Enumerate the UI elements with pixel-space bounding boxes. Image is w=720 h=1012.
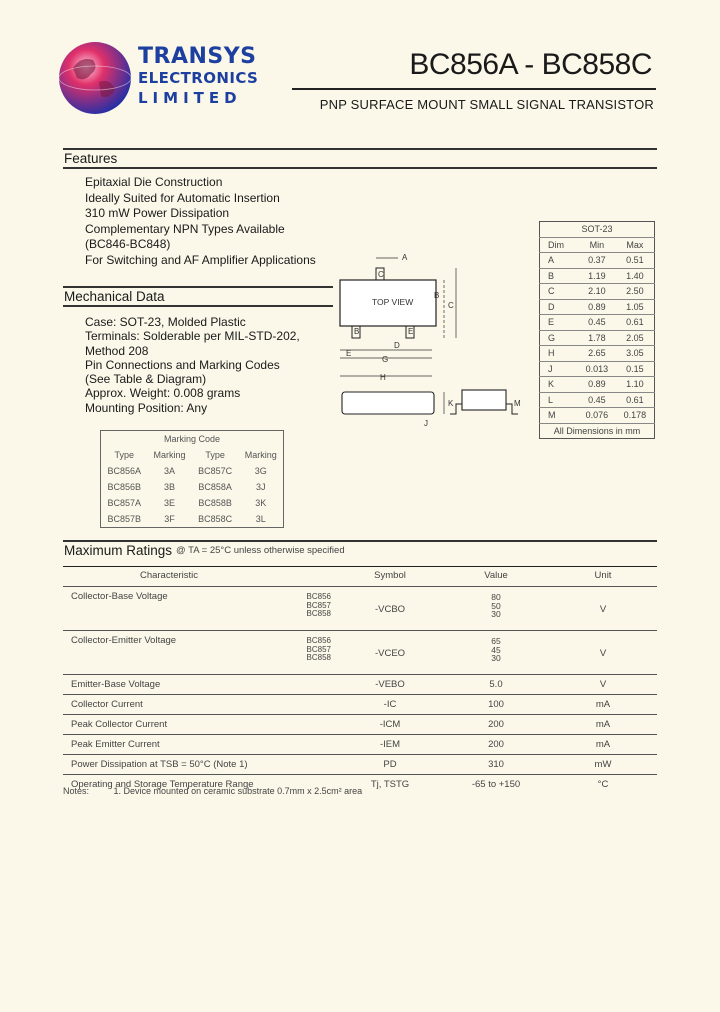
ratings-cell-value: 200 bbox=[443, 735, 549, 755]
table-cell: 0.45 bbox=[578, 392, 616, 408]
table-row bbox=[63, 735, 657, 755]
table-cell: L bbox=[540, 392, 579, 408]
ratings-cell-symbol: -VEBO bbox=[337, 675, 443, 695]
table-row bbox=[101, 463, 284, 479]
ratings-cell-value: 200 bbox=[443, 715, 549, 735]
ratings-header: Value bbox=[443, 567, 549, 587]
table-row bbox=[101, 479, 284, 495]
note-item: 1. Device mounted on ceramic substrate 0.7mm x 2.5cm² area bbox=[113, 786, 363, 796]
table-cell: B bbox=[540, 268, 579, 284]
marking-header: Marking bbox=[153, 450, 186, 460]
table-row bbox=[63, 675, 657, 695]
dim-label-c: C bbox=[448, 301, 454, 310]
ratings-cell-symbol: PD bbox=[337, 755, 443, 775]
company-line3: LIMITED bbox=[138, 89, 242, 107]
ratings-cell-char: Peak Collector Current bbox=[63, 715, 267, 735]
table-cell: 2.50 bbox=[616, 284, 655, 300]
table-cell: BC856A bbox=[107, 466, 141, 476]
dim-label-a: A bbox=[402, 253, 408, 262]
mechanical-bottom-line bbox=[63, 305, 333, 307]
table-cell: 3F bbox=[164, 514, 175, 524]
sot-table-footer: All Dimensions in mm bbox=[540, 423, 655, 439]
table-cell: 0.076 bbox=[578, 408, 616, 424]
sot-table-title: SOT-23 bbox=[581, 224, 613, 235]
table-cell: 0.61 bbox=[616, 315, 655, 331]
table-row bbox=[63, 631, 657, 675]
ratings-heading: Maximum Ratings bbox=[64, 543, 173, 558]
mechanical-top-line bbox=[63, 286, 333, 288]
table-cell: 0.37 bbox=[578, 253, 616, 269]
table-cell: 3K bbox=[255, 498, 267, 508]
table-cell: 3G bbox=[254, 466, 267, 476]
ratings-cell-char: Operating and Storage Temperature Range bbox=[63, 775, 267, 795]
dim-label-m: M bbox=[514, 399, 521, 408]
dim-label-j: J bbox=[424, 419, 428, 428]
ratings-header: Characteristic bbox=[63, 567, 267, 587]
dim-label-d: D bbox=[394, 341, 400, 350]
mechanical-item: Method 208 bbox=[85, 343, 149, 358]
notes-label: Notes: bbox=[63, 786, 90, 796]
title-underline bbox=[292, 88, 656, 90]
ratings-cell-symbol: -IC bbox=[337, 695, 443, 715]
table-cell: 3E bbox=[164, 498, 176, 508]
ratings-cell-unit: mA bbox=[549, 715, 657, 735]
ratings-cell-char: Emitter-Base Voltage bbox=[63, 675, 267, 695]
ratings-cell-sub bbox=[267, 695, 337, 715]
company-name bbox=[138, 46, 258, 108]
table-row bbox=[540, 392, 655, 408]
table-row bbox=[540, 330, 655, 346]
table-cell: 3J bbox=[256, 482, 266, 492]
table-cell: 0.15 bbox=[616, 361, 655, 377]
mechanical-list bbox=[85, 315, 300, 415]
ratings-cell-unit: V bbox=[549, 587, 657, 631]
sot23-dimension-table bbox=[539, 221, 655, 439]
marking-header: Marking bbox=[244, 450, 277, 460]
table-cell: 3A bbox=[164, 466, 176, 476]
ratings-cell-char: Power Dissipation at TSB = 50°C (Note 1) bbox=[63, 755, 267, 775]
ratings-cell-unit: mW bbox=[549, 755, 657, 775]
feature-item: Epitaxial Die Construction bbox=[85, 175, 223, 189]
features-top-line bbox=[63, 148, 657, 150]
ratings-cell-sub bbox=[267, 715, 337, 735]
table-cell: BC858C bbox=[198, 514, 233, 524]
subtitle: PNP SURFACE MOUNT SMALL SIGNAL TRANSISTOR bbox=[319, 97, 654, 112]
ratings-cell-symbol: -IEM bbox=[337, 735, 443, 755]
table-cell: 1.19 bbox=[578, 268, 616, 284]
table-cell: BC857A bbox=[107, 498, 141, 508]
table-row bbox=[540, 377, 655, 393]
dim-label-h: H bbox=[380, 373, 386, 382]
part-title: BC856A - BC858C bbox=[409, 48, 652, 81]
pin-label-c: C bbox=[378, 270, 384, 279]
pin-label-e: E bbox=[408, 327, 414, 336]
marking-table-title: Marking Code bbox=[163, 434, 221, 444]
table-cell: BC858A bbox=[198, 482, 232, 492]
dim-label-b: B bbox=[434, 291, 440, 300]
mechanical-item: Pin Connections and Marking Codes bbox=[85, 357, 280, 372]
ratings-cell-sub bbox=[267, 755, 337, 775]
table-cell: 0.178 bbox=[616, 408, 655, 424]
table-row bbox=[63, 695, 657, 715]
max-ratings-table bbox=[63, 566, 657, 794]
dim-label-g: G bbox=[382, 355, 389, 364]
dim-label-k: K bbox=[448, 399, 454, 408]
table-row bbox=[540, 346, 655, 362]
table-cell: K bbox=[540, 377, 579, 393]
feature-item: Ideally Suited for Automatic Insertion bbox=[85, 190, 280, 205]
ratings-header: Symbol bbox=[337, 567, 443, 587]
table-cell: A bbox=[540, 253, 579, 269]
table-cell: G bbox=[540, 330, 579, 346]
table-cell: BC856B bbox=[107, 482, 141, 492]
table-cell: 3L bbox=[255, 514, 266, 524]
mechanical-item: Mounting Position: Any bbox=[85, 400, 208, 415]
table-cell: J bbox=[540, 361, 579, 377]
mechanical-item: Terminals: Solderable per MIL-STD-202, bbox=[85, 329, 300, 344]
ratings-header: Unit bbox=[549, 567, 657, 587]
table-row bbox=[540, 361, 655, 377]
ratings-cell-unit: V bbox=[549, 631, 657, 675]
ratings-cell-value: -65 to +150 bbox=[443, 775, 549, 795]
table-cell: 1.05 bbox=[616, 299, 655, 315]
table-cell: 1.78 bbox=[578, 330, 616, 346]
table-cell: E bbox=[540, 315, 579, 331]
table-row bbox=[101, 511, 284, 528]
table-cell: 1.40 bbox=[616, 268, 655, 284]
ratings-cell-value: 5.0 bbox=[443, 675, 549, 695]
table-cell: 1.10 bbox=[616, 377, 655, 393]
table-row bbox=[540, 253, 655, 269]
table-cell: D bbox=[540, 299, 579, 315]
top-view-label: TOP VIEW bbox=[372, 297, 414, 307]
table-row bbox=[540, 299, 655, 315]
table-row bbox=[63, 587, 657, 631]
ratings-cell-char: Collector Current bbox=[63, 695, 267, 715]
ratings-cell-char: Peak Emitter Current bbox=[63, 735, 267, 755]
table-row bbox=[540, 408, 655, 424]
features-bottom-line bbox=[63, 167, 657, 169]
ratings-cell-value: 80 50 30 bbox=[443, 587, 549, 631]
package-body-end bbox=[462, 390, 506, 410]
table-cell: 0.89 bbox=[578, 377, 616, 393]
table-row bbox=[540, 268, 655, 284]
ratings-cell-unit: °C bbox=[549, 775, 657, 795]
ratings-cell-symbol: -ICM bbox=[337, 715, 443, 735]
ratings-cell-char: Collector-Base Voltage bbox=[63, 587, 267, 631]
sot-header-max: Max bbox=[616, 237, 655, 253]
ratings-condition: @ TA = 25°C unless otherwise specified bbox=[176, 545, 345, 556]
table-cell: 0.61 bbox=[616, 392, 655, 408]
feature-item: (BC846-BC848) bbox=[85, 237, 171, 251]
marking-header: Type bbox=[114, 450, 134, 460]
ratings-cell-sub bbox=[267, 735, 337, 755]
table-row bbox=[540, 284, 655, 300]
ratings-header-spacer bbox=[267, 567, 337, 587]
mechanical-item: Approx. Weight: 0.008 grams bbox=[85, 386, 241, 401]
ratings-cell-value: 310 bbox=[443, 755, 549, 775]
table-cell: 0.013 bbox=[578, 361, 616, 377]
table-row bbox=[101, 495, 284, 511]
table-cell: 0.45 bbox=[578, 315, 616, 331]
ratings-cell-symbol: Tj, TSTG bbox=[337, 775, 443, 795]
table-cell: 2.05 bbox=[616, 330, 655, 346]
table-cell: 2.10 bbox=[578, 284, 616, 300]
table-row bbox=[63, 755, 657, 775]
ratings-cell-sub bbox=[267, 675, 337, 695]
dim-label-e: E bbox=[346, 349, 352, 358]
table-cell: 0.51 bbox=[616, 253, 655, 269]
table-cell: M bbox=[540, 408, 579, 424]
ratings-top-line bbox=[63, 540, 657, 542]
marking-header: Type bbox=[205, 450, 225, 460]
table-cell: 2.65 bbox=[578, 346, 616, 362]
sot-header-min: Min bbox=[578, 237, 616, 253]
ratings-cell-unit: mA bbox=[549, 695, 657, 715]
table-cell: BC857B bbox=[107, 514, 141, 524]
pin-label-b: B bbox=[354, 327, 360, 336]
ratings-cell-char: Collector-Emitter Voltage bbox=[63, 631, 267, 675]
table-cell: H bbox=[540, 346, 579, 362]
marking-code-table bbox=[100, 430, 284, 528]
features-heading: Features bbox=[64, 151, 118, 166]
mechanical-item: Case: SOT-23, Molded Plastic bbox=[85, 315, 246, 329]
company-line1: TRANSYS bbox=[138, 44, 257, 69]
ratings-cell-unit: V bbox=[549, 675, 657, 695]
table-cell: BC858B bbox=[198, 498, 232, 508]
ratings-cell-symbol: -VCEO bbox=[337, 631, 443, 675]
package-body-side bbox=[342, 392, 434, 414]
table-cell: 0.89 bbox=[578, 299, 616, 315]
mechanical-heading: Mechanical Data bbox=[64, 289, 165, 304]
feature-item: For Switching and AF Amplifier Applications bbox=[85, 252, 316, 267]
package-diagram bbox=[336, 246, 536, 440]
notes bbox=[63, 786, 362, 796]
ratings-cell-sub: BC856 BC857 BC858 bbox=[267, 587, 337, 631]
company-logo-globe bbox=[55, 38, 135, 118]
ratings-cell-value: 65 45 30 bbox=[443, 631, 549, 675]
ratings-cell-value: 100 bbox=[443, 695, 549, 715]
feature-item: 310 mW Power Dissipation bbox=[85, 206, 230, 220]
ratings-cell-symbol: -VCBO bbox=[337, 587, 443, 631]
table-cell: C bbox=[540, 284, 579, 300]
sot-header-dim: Dim bbox=[540, 237, 579, 253]
mechanical-item: (See Table & Diagram) bbox=[85, 372, 207, 387]
feature-item: Complementary NPN Types Available bbox=[85, 221, 285, 236]
table-row bbox=[540, 315, 655, 331]
table-row bbox=[63, 715, 657, 735]
ratings-cell-unit: mA bbox=[549, 735, 657, 755]
table-cell: 3.05 bbox=[616, 346, 655, 362]
table-cell: BC857C bbox=[198, 466, 233, 476]
features-list bbox=[85, 175, 316, 268]
table-cell: 3B bbox=[164, 482, 176, 492]
company-line2: ELECTRONICS bbox=[138, 69, 259, 87]
ratings-cell-sub: BC856 BC857 BC858 bbox=[267, 631, 337, 675]
